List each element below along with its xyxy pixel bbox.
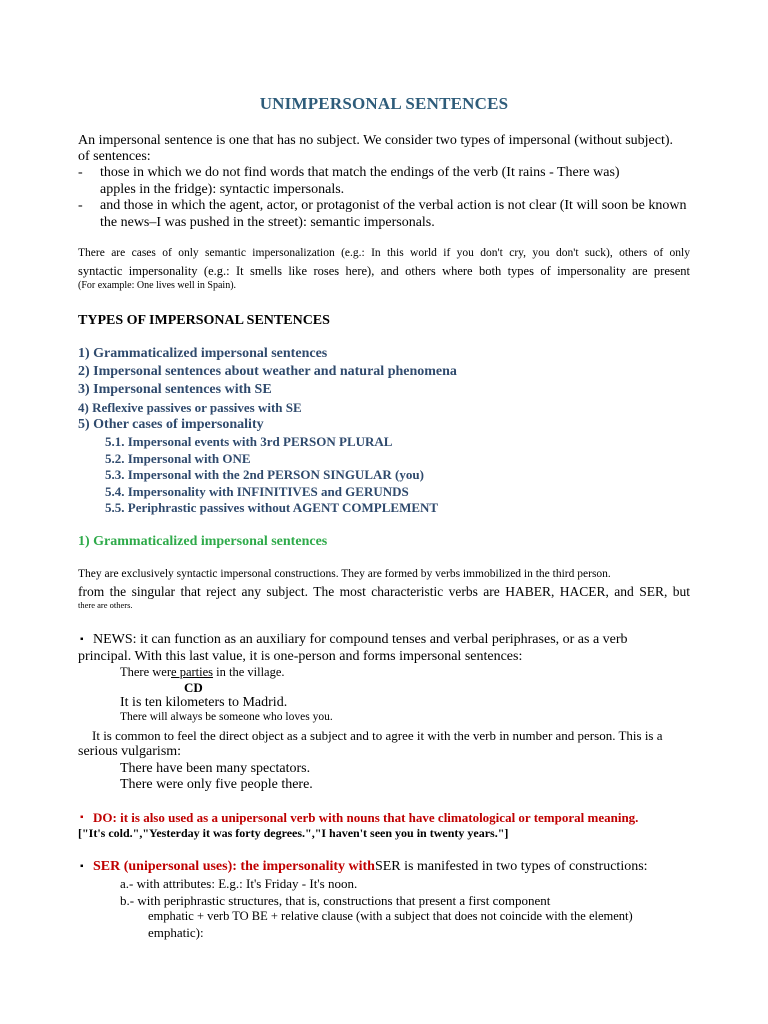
toc-item-1: 1) Grammaticalized impersonal sentences [78,346,328,361]
news-example-5: There were only five people there. [120,777,313,792]
intro-item-1-line-1: those in which we do not find words that match the endings of the verb (It rains - There was) [100,165,620,180]
intro-line-2: of sentences: [78,149,151,164]
news-example-3: There will always be someone who loves you. [120,711,333,723]
section-1-line-3: there are others. [78,600,133,610]
news-example-2: It is ten kilometers to Madrid. [120,695,288,710]
toc-item-4: 4) Reflexive passives or passives with SE [78,400,302,415]
ser-item-b-line-2: emphatic + verb TO BE + relative clause (with a subject that does not coincide with the element) [148,909,633,923]
intro-line-1: An impersonal sentence is one that has no subject. We consider two types of impersonal (without subject). [78,133,674,148]
do-bullet: ▪ [80,812,84,823]
news-example-4: There have been many spectators. [120,761,311,776]
cases-line-2: syntactic impersonality (e.g.: It smells like roses here), and others where both types of impersonality are present [78,264,690,278]
ser-item-b-line-3: emphatic): [148,925,204,940]
do-line-1: DO: it is also used as a unipersonal verb with nouns that have climatological or temporal meaning. [93,810,639,825]
do-line-2: ["It's cold.","Yesterday it was forty degrees.","I haven't seen you in twenty years."] [78,826,509,840]
subtoc-item-3: 5.3. Impersonal with the 2nd PERSON SINGULAR (you) [105,467,424,482]
ser-item-a: a.- with attributes: E.g.: It's Friday - It's noon. [120,876,358,891]
news-example-1: There were parties in the village. [120,665,285,679]
cases-line-3: (For example: One lives well in Spain). [78,280,237,291]
cases-line-1: There are cases of only semantic impersonalization (e.g.: In this world if you don't cry, you don't suck), others of only [78,247,690,259]
news-bullet: ▪ [80,634,84,645]
subtoc-item-2: 5.2. Impersonal with ONE [105,451,251,466]
toc-item-3: 3) Impersonal sentences with SE [78,382,272,397]
subtoc-item-5: 5.5. Periphrastic passives without AGENT COMPLEMENT [105,500,439,515]
section-1-heading: 1) Grammaticalized impersonal sentences [78,534,328,549]
page-title: UNIMPERSONAL SENTENCES [259,94,509,113]
intro-item-1-line-2: apples in the fridge): syntactic impersonals. [100,182,345,197]
section-1-line-1: They are exclusively syntactic impersonal constructions. They are formed by verbs immobilized in the third person. [78,568,611,580]
subtoc-item-1: 5.1. Impersonal events with 3rd PERSON PLURAL [105,434,393,449]
cd-label: CD [184,680,203,695]
toc-item-5: 5) Other cases of impersonality [78,417,264,432]
ser-bullet: ▪ [80,861,84,872]
section-1-line-2: from the singular that reject any subject. The most characteristic verbs are HABER, HACER, and SER, but [78,584,690,599]
news-line-2: principal. With this last value, it is one-person and forms impersonal sentences: [78,649,523,664]
intro-item-2-line-2: the news–I was pushed in the street): semantic impersonals. [100,215,435,230]
intro-item-2-line-1: and those in which the agent, actor, or protagonist of the verbal action is not clear (It will soon be known [100,198,687,213]
subtoc-item-4: 5.4. Impersonality with INFINITIVES and GERUNDS [105,484,409,499]
types-heading: TYPES OF IMPERSONAL SENTENCES [78,313,330,328]
ser-item-b: b.- with periphrastic structures, that is, constructions that present a first component [120,893,551,908]
ser-line-1: SER (unipersonal uses): the impersonality withSER is manifested in two types of constructions: [93,859,648,874]
news-common-line-2: serious vulgarism: [78,744,182,759]
news-line-1: NEWS: it can function as an auxiliary for compound tenses and verbal periphrases, or as a verb [93,632,628,647]
toc-item-2: 2) Impersonal sentences about weather and natural phenomena [78,364,457,379]
news-common-line-1: It is common to feel the direct object as a subject and to agree it with the verb in number and person. This is a [92,728,663,743]
intro-dash-1: - [78,165,83,180]
intro-dash-2: - [78,198,83,213]
